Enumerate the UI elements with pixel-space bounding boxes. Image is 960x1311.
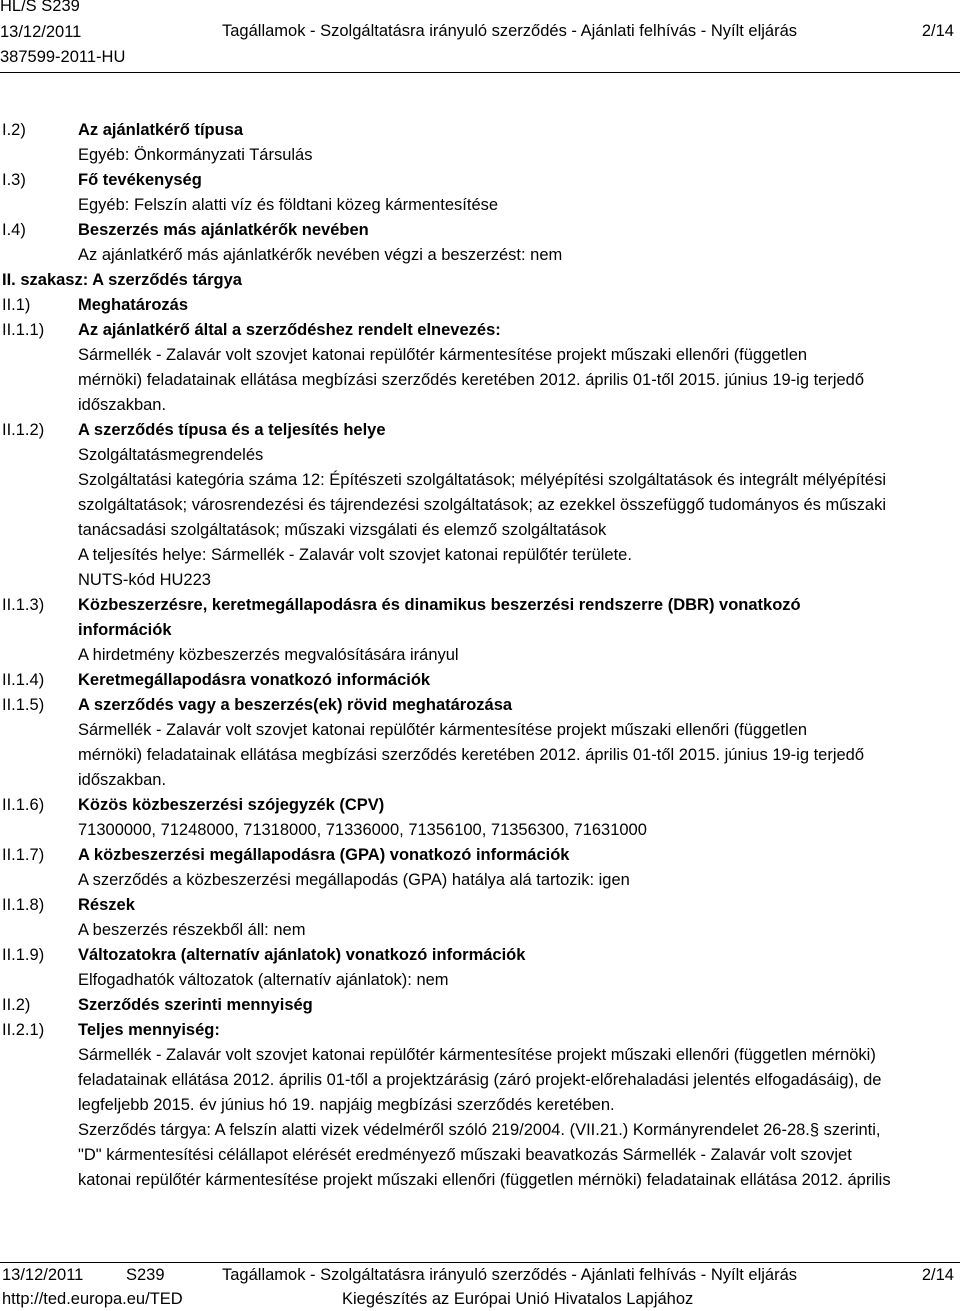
entry-text-line: A beszerzés részekből áll: nem	[78, 921, 306, 939]
document-body	[0, 118, 960, 1193]
entry-row	[0, 943, 960, 993]
entry-text-line: időszakban.	[78, 771, 167, 789]
entry-heading: Az ajánlatkérő által a szerződéshez rendelt elnevezés:	[78, 321, 501, 339]
entry-body	[78, 843, 952, 893]
section-title: II. szakasz: A szerződés tárgya	[2, 271, 242, 289]
entry-body	[78, 793, 952, 843]
entry-heading: A szerződés típusa és a teljesítés helye	[78, 421, 386, 439]
entry-heading: Közös közbeszerzési szójegyzék (CPV)	[78, 796, 385, 814]
footer-series: S239	[126, 1266, 165, 1284]
entry-text-line: időszakban.	[78, 396, 167, 414]
entry-row	[0, 793, 960, 843]
entry-text-line: Az ajánlatkérő más ajánlatkérők nevében végzi a beszerzést: nem	[78, 246, 563, 264]
entry-body	[78, 168, 952, 218]
entry-row	[0, 118, 960, 168]
entry-row	[0, 593, 960, 668]
entry-text-line: Szolgáltatásmegrendelés	[78, 446, 264, 464]
entry-row	[0, 318, 960, 418]
page-header	[0, 0, 960, 72]
subsection-number: II.1)	[2, 296, 31, 314]
footer-date: 13/12/2011	[2, 1266, 84, 1284]
entry-number: II.1.5)	[2, 696, 45, 714]
entry-row	[0, 218, 960, 268]
header-page-number: 2/14	[921, 22, 954, 40]
entry-text-line: mérnöki) feladatainak ellátása megbízási szerződés keretében 2012. április 01-től 2015. június 19-ig terjedő	[78, 746, 865, 764]
entry-text-line: szolgáltatások; városrendezési és tájrendezési szolgáltatások; az ezekkel összefüggő tudományos és műszaki	[78, 496, 887, 514]
entry-heading: A szerződés vagy a beszerzés(ek) rövid meghatározása	[78, 696, 513, 714]
entry-body	[78, 218, 952, 268]
entry-body	[78, 668, 952, 693]
entry-heading: Az ajánlatkérő típusa	[78, 121, 244, 139]
entry-body	[78, 418, 952, 593]
entry-text-line: legfeljebb 2015. év június hó 19. napjáig megbízási szerződés keretében.	[78, 1096, 615, 1114]
entry-row	[0, 668, 960, 693]
header-rule	[0, 72, 960, 73]
entry-heading-cont: információk	[78, 621, 172, 639]
entry-number: II.1.2)	[2, 421, 45, 439]
entry-text-line: Sármellék - Zalavár volt szovjet katonai repülőtér kármentesítése projekt műszaki ellenőri (független mérnöki)	[78, 1046, 876, 1064]
entry-heading: Részek	[78, 896, 135, 914]
entry-text-line: "D" kármentesítési célállapot elérését eredményező műszaki beavatkozás Sármellék - Zalavár volt szovjet	[78, 1146, 852, 1164]
entry-text-line: Szerződés tárgya: A felszín alatti vizek védelméről szóló 219/2004. (VII.21.) Kormányrendelet 26-28.§ szerinti,	[78, 1121, 881, 1139]
entry-number: II.2)	[2, 996, 31, 1014]
entry-number: I.2)	[2, 121, 26, 139]
entry-number: II.1.9)	[2, 946, 45, 964]
entry-text-line: tanácsadási szolgáltatások; műszaki vizsgálati és elemző szolgáltatások	[78, 521, 607, 539]
entry-text-line: NUTS-kód HU223	[78, 571, 211, 589]
entry-text-line: mérnöki) feladatainak ellátása megbízási szerződés keretében 2012. április 01-től 2015. június 19-ig terjedő	[78, 371, 865, 389]
entry-number: II.2.1)	[2, 1021, 45, 1039]
entry-body	[78, 693, 952, 793]
entry-text-line: katonai repülőtér kármentesítése projekt műszaki ellenőri (független mérnöki) feladatainak ellátása 2012. április	[78, 1171, 891, 1189]
entry-number: II.1.4)	[2, 671, 45, 689]
entry-text-line: A teljesítés helye: Sármellék - Zalavár volt szovjet katonai repülőtér területe.	[78, 546, 632, 564]
entry-row	[0, 893, 960, 943]
entry-row	[0, 1018, 960, 1193]
entry-heading: Teljes mennyiség:	[78, 1021, 220, 1039]
entry-row	[0, 993, 960, 1018]
entry-number: I.4)	[2, 221, 26, 239]
entry-body	[78, 118, 952, 168]
entry-text-line: A szerződés a közbeszerzési megállapodás (GPA) hatálya alá tartozik: igen	[78, 871, 630, 889]
entry-heading: Változatokra (alternatív ajánlatok) vonatkozó információk	[78, 946, 526, 964]
entry-body	[78, 943, 952, 993]
entry-number: II.1.8)	[2, 896, 45, 914]
entry-number: II.1.1)	[2, 321, 45, 339]
footer-title: Tagállamok - Szolgáltatásra irányuló szerződés - Ajánlati felhívás - Nyílt eljárás	[222, 1266, 798, 1284]
footer-page-number: 2/14	[921, 1266, 954, 1284]
subsection-title: Meghatározás	[78, 296, 189, 314]
entry-text-line: Egyéb: Felszín alatti víz és földtani közeg kármentesítése	[78, 196, 499, 214]
entry-text-line: Elfogadhatók változatok (alternatív ajánlatok): nem	[78, 971, 449, 989]
entry-body	[78, 593, 952, 668]
entry-text-line: Szolgáltatási kategória száma 12: Építészeti szolgáltatások; mélyépítési szolgáltatások és integrált mélyépítési	[78, 471, 886, 489]
entry-number: II.1.7)	[2, 846, 45, 864]
entry-row	[0, 168, 960, 218]
header-title: Tagállamok - Szolgáltatásra irányuló szerződés - Ajánlati felhívás - Nyílt eljárás	[222, 22, 798, 40]
entry-text-line: 71300000, 71248000, 71318000, 71336000, 71356100, 71356300, 71631000	[78, 821, 647, 839]
doc-id: 387599-2011-HU	[0, 48, 126, 66]
entry-text-line: Egyéb: Önkormányzati Társulás	[78, 146, 313, 164]
header-date: 13/12/2011	[0, 23, 82, 41]
subsection-heading	[0, 293, 960, 318]
entry-body	[78, 1018, 952, 1193]
entry-text-line: Sármellék - Zalavár volt szovjet katonai repülőtér kármentesítése projekt műszaki ellenőri (független	[78, 721, 808, 739]
entry-row	[0, 843, 960, 893]
entry-number: II.1.6)	[2, 796, 45, 814]
footer-publisher: Kiegészítés az Európai Unió Hivatalos Lapjához	[342, 1290, 694, 1308]
entry-heading: Szerződés szerinti mennyiség	[78, 996, 313, 1014]
entry-text-line: Sármellék - Zalavár volt szovjet katonai repülőtér kármentesítése projekt műszaki ellenőri (független	[78, 346, 808, 364]
entry-number: I.3)	[2, 171, 26, 189]
page-footer	[0, 1262, 960, 1311]
entry-body	[78, 893, 952, 943]
footer-url: http://ted.europa.eu/TED	[2, 1290, 183, 1308]
entry-body	[78, 318, 952, 418]
entry-row	[0, 418, 960, 593]
entry-heading: Beszerzés más ajánlatkérők nevében	[78, 221, 369, 239]
entry-text-line: feladatainak ellátása 2012. április 01-től a projektzárásig (záró projekt-előrehaladási jelentés elfogadásáig), de	[78, 1071, 882, 1089]
entry-heading: Közbeszerzésre, keretmegállapodásra és dinamikus beszerzési rendszerre (DBR) vonatkozó	[78, 596, 801, 614]
entry-body	[78, 993, 952, 1018]
entry-number: II.1.3)	[2, 596, 45, 614]
entry-heading: Fő tevékenység	[78, 171, 202, 189]
series-id: HL/S S239	[0, 0, 80, 15]
entry-text-line: A hirdetmény közbeszerzés megvalósítására irányul	[78, 646, 459, 664]
entry-heading: Keretmegállapodásra vonatkozó információk	[78, 671, 431, 689]
entry-heading: A közbeszerzési megállapodásra (GPA) vonatkozó információk	[78, 846, 570, 864]
entry-row	[0, 693, 960, 793]
